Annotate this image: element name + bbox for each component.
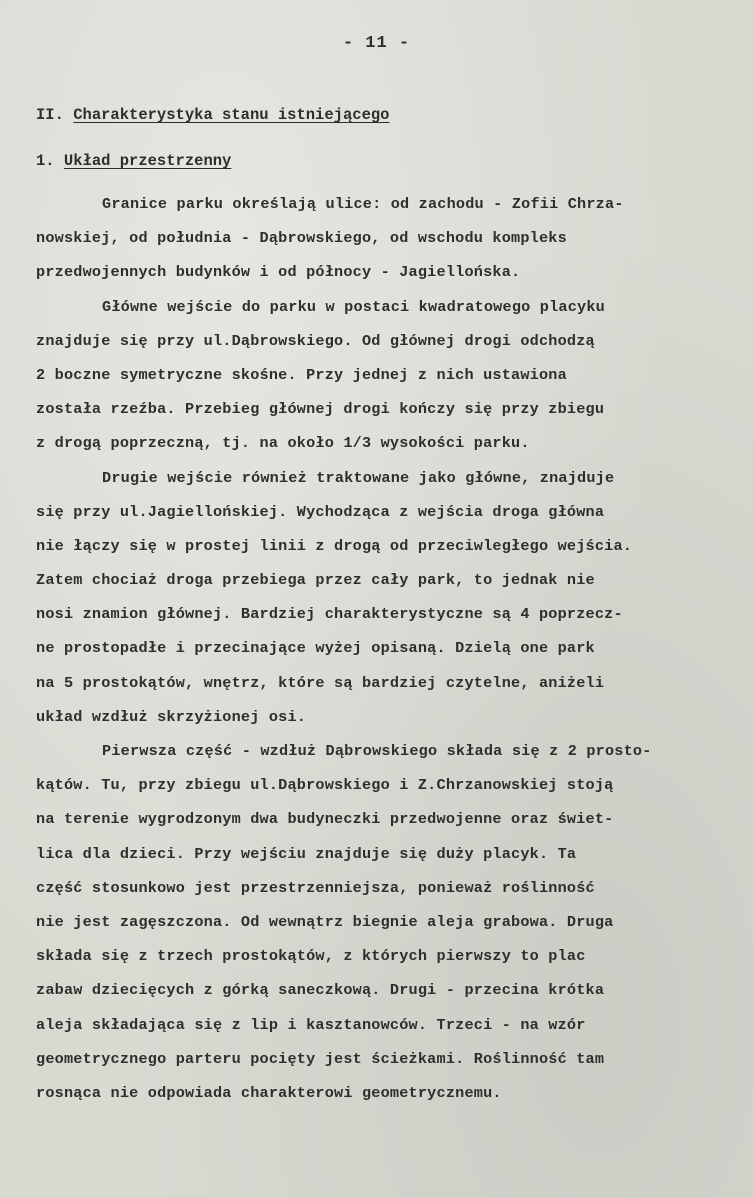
text-line: ne prostopadłe i przecinające wyżej opisaną. Dzielą one park xyxy=(36,639,595,658)
subsection-heading xyxy=(36,152,231,170)
text-line: układ wzdłuż skrzyżionej osi. xyxy=(36,707,307,726)
text-line: na terenie wygrodzonym dwa budyneczki przedwojenne oraz świet- xyxy=(36,810,614,829)
subsection-title: Układ przestrzenny xyxy=(63,152,232,170)
text-line: Granice parku określają ulice: od zachodu - Zofii Chrza- xyxy=(102,195,624,213)
text-line: część stosunkowo jest przestrzenniejsza, ponieważ roślinność xyxy=(36,878,595,897)
text-line: geometrycznego parteru pocięty jest ścieżkami. Roślinność tam xyxy=(36,1049,605,1068)
text-line: zabaw dziecięcych z górką saneczkową. Drugi - przecina krótka xyxy=(36,981,605,1000)
text-line: nowskiej, od południa - Dąbrowskiego, od wschodu kompleks xyxy=(36,229,567,248)
subsection-number: 1. xyxy=(36,152,55,170)
text-line: 2 boczne symetryczne skośne. Przy jednej z nich ustawiona xyxy=(36,365,567,384)
body-text xyxy=(36,194,726,1117)
page-number: - 11 - xyxy=(342,34,411,53)
text-line: Drugie wejście również traktowane jako główne, znajduje xyxy=(102,468,615,487)
section-heading xyxy=(36,106,389,124)
text-line: aleja składająca się z lip i kasztanowców. Trzeci - na wzór xyxy=(36,1015,586,1034)
text-line: nie jest zagęszczona. Od wewnątrz biegnie aleja grabowa. Druga xyxy=(36,912,614,931)
text-line: na 5 prostokątów, wnętrz, które są bardziej czytelne, aniżeli xyxy=(36,673,605,692)
text-line: z drogą poprzeczną, tj. na około 1/3 wysokości parku. xyxy=(36,434,530,453)
text-line: Zatem chociaż droga przebiega przez cały park, to jednak nie xyxy=(36,571,595,590)
text-line: się przy ul.Jagiellońskiej. Wychodząca z wejścia droga główna xyxy=(36,502,605,521)
text-line: nie łączy się w prostej linii z drogą od przeciwległego wejścia. xyxy=(36,536,633,555)
text-line: składa się z trzech prostokątów, z których pierwszy to plac xyxy=(36,947,586,966)
text-line: rosnąca nie odpowiada charakterowi geometrycznemu. xyxy=(36,1083,502,1102)
text-line: nosi znamion głównej. Bardziej charakterystyczne są 4 poprzecz- xyxy=(36,605,623,624)
text-line: Główne wejście do parku w postaci kwadratowego placyku xyxy=(102,297,605,316)
text-line: znajduje się przy ul.Dąbrowskiego. Od głównej drogi odchodzą xyxy=(36,331,595,350)
text-line: przedwojennych budynków i od północy - Jagiellońska. xyxy=(36,263,521,282)
text-line: została rzeźba. Przebieg głównej drogi kończy się przy zbiegu xyxy=(36,400,605,419)
text-line: lica dla dzieci. Przy wejściu znajduje się duży placyk. Ta xyxy=(36,844,577,863)
text-line: Pierwsza część - wzdłuż Dąbrowskiego składa się z 2 prosto- xyxy=(102,742,652,760)
text-line: kątów. Tu, przy zbiegu ul.Dąbrowskiego i Z.Chrzanowskiej stoją xyxy=(36,776,614,795)
section-number: II. xyxy=(36,106,64,124)
section-title: Charakterystyka stanu istniejącego xyxy=(73,106,390,124)
